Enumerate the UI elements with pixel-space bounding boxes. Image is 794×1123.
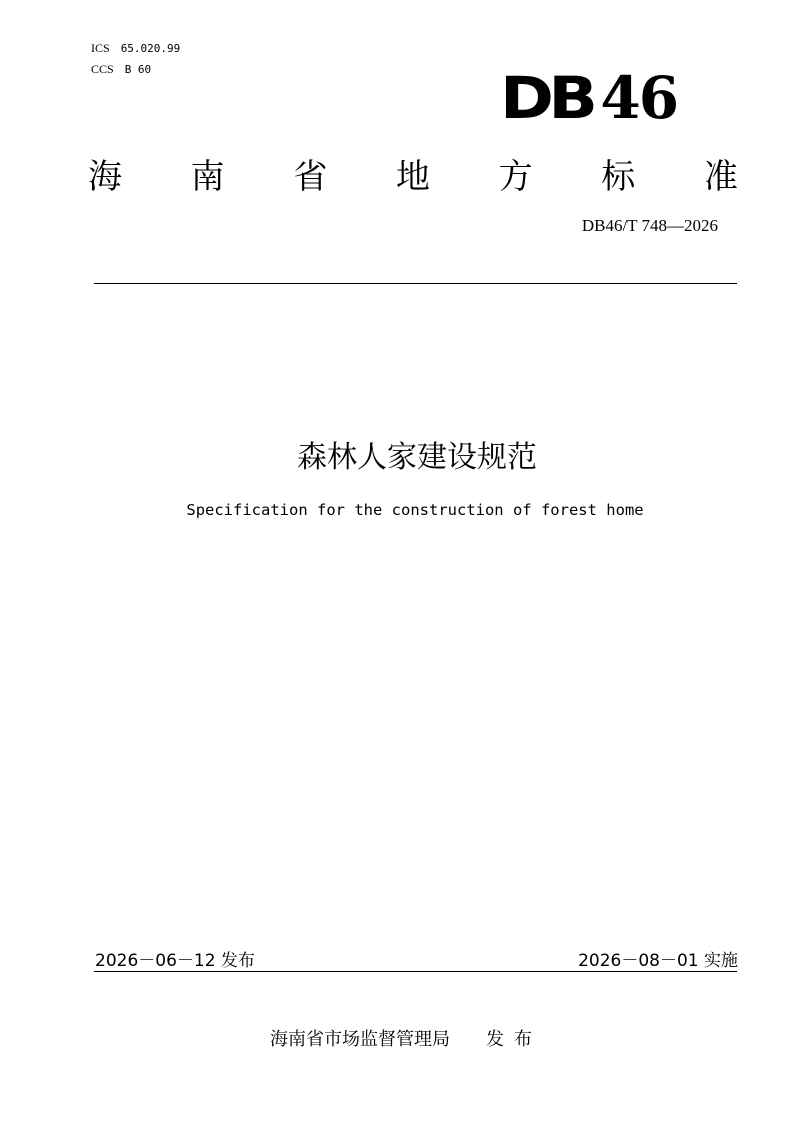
footer-divider (94, 971, 737, 972)
document-subtitle-english: Specification for the construction of forest home (186, 501, 644, 519)
classification-codes (91, 38, 180, 80)
standard-type-char: 标 (601, 156, 636, 197)
standard-type-title (88, 148, 738, 198)
db46-logo (500, 66, 680, 130)
standard-type-char: 海 (88, 156, 122, 197)
publisher-name: 海南省市场监督管理局 (270, 1029, 450, 1050)
ics-value: 65.020.99 (120, 42, 181, 55)
standard-type-char: 省 (293, 156, 328, 197)
header-divider (94, 283, 737, 284)
ccs-label: CCS (91, 62, 114, 76)
standard-type-char: 方 (498, 156, 533, 197)
standard-type-char: 地 (395, 156, 430, 197)
standard-type-char: 南 (190, 156, 225, 197)
issue-date: 2026－06－12 发布 (95, 951, 255, 971)
implementation-date: 2026－08－01 实施 (578, 951, 738, 971)
publisher-action: 发布 (486, 1029, 542, 1050)
ics-code (91, 38, 180, 59)
db-logo-letters: DB (500, 64, 593, 132)
document-title: 森林人家建设规范 (297, 440, 537, 475)
publisher-line (270, 1025, 542, 1051)
ccs-code (91, 59, 180, 80)
standard-type-char: 准 (703, 156, 738, 197)
db-logo-number: 46 (600, 64, 678, 132)
ics-label: ICS (91, 41, 110, 55)
ccs-value: B 60 (124, 63, 152, 76)
standard-number: DB46/T 748—2026 (581, 216, 718, 235)
